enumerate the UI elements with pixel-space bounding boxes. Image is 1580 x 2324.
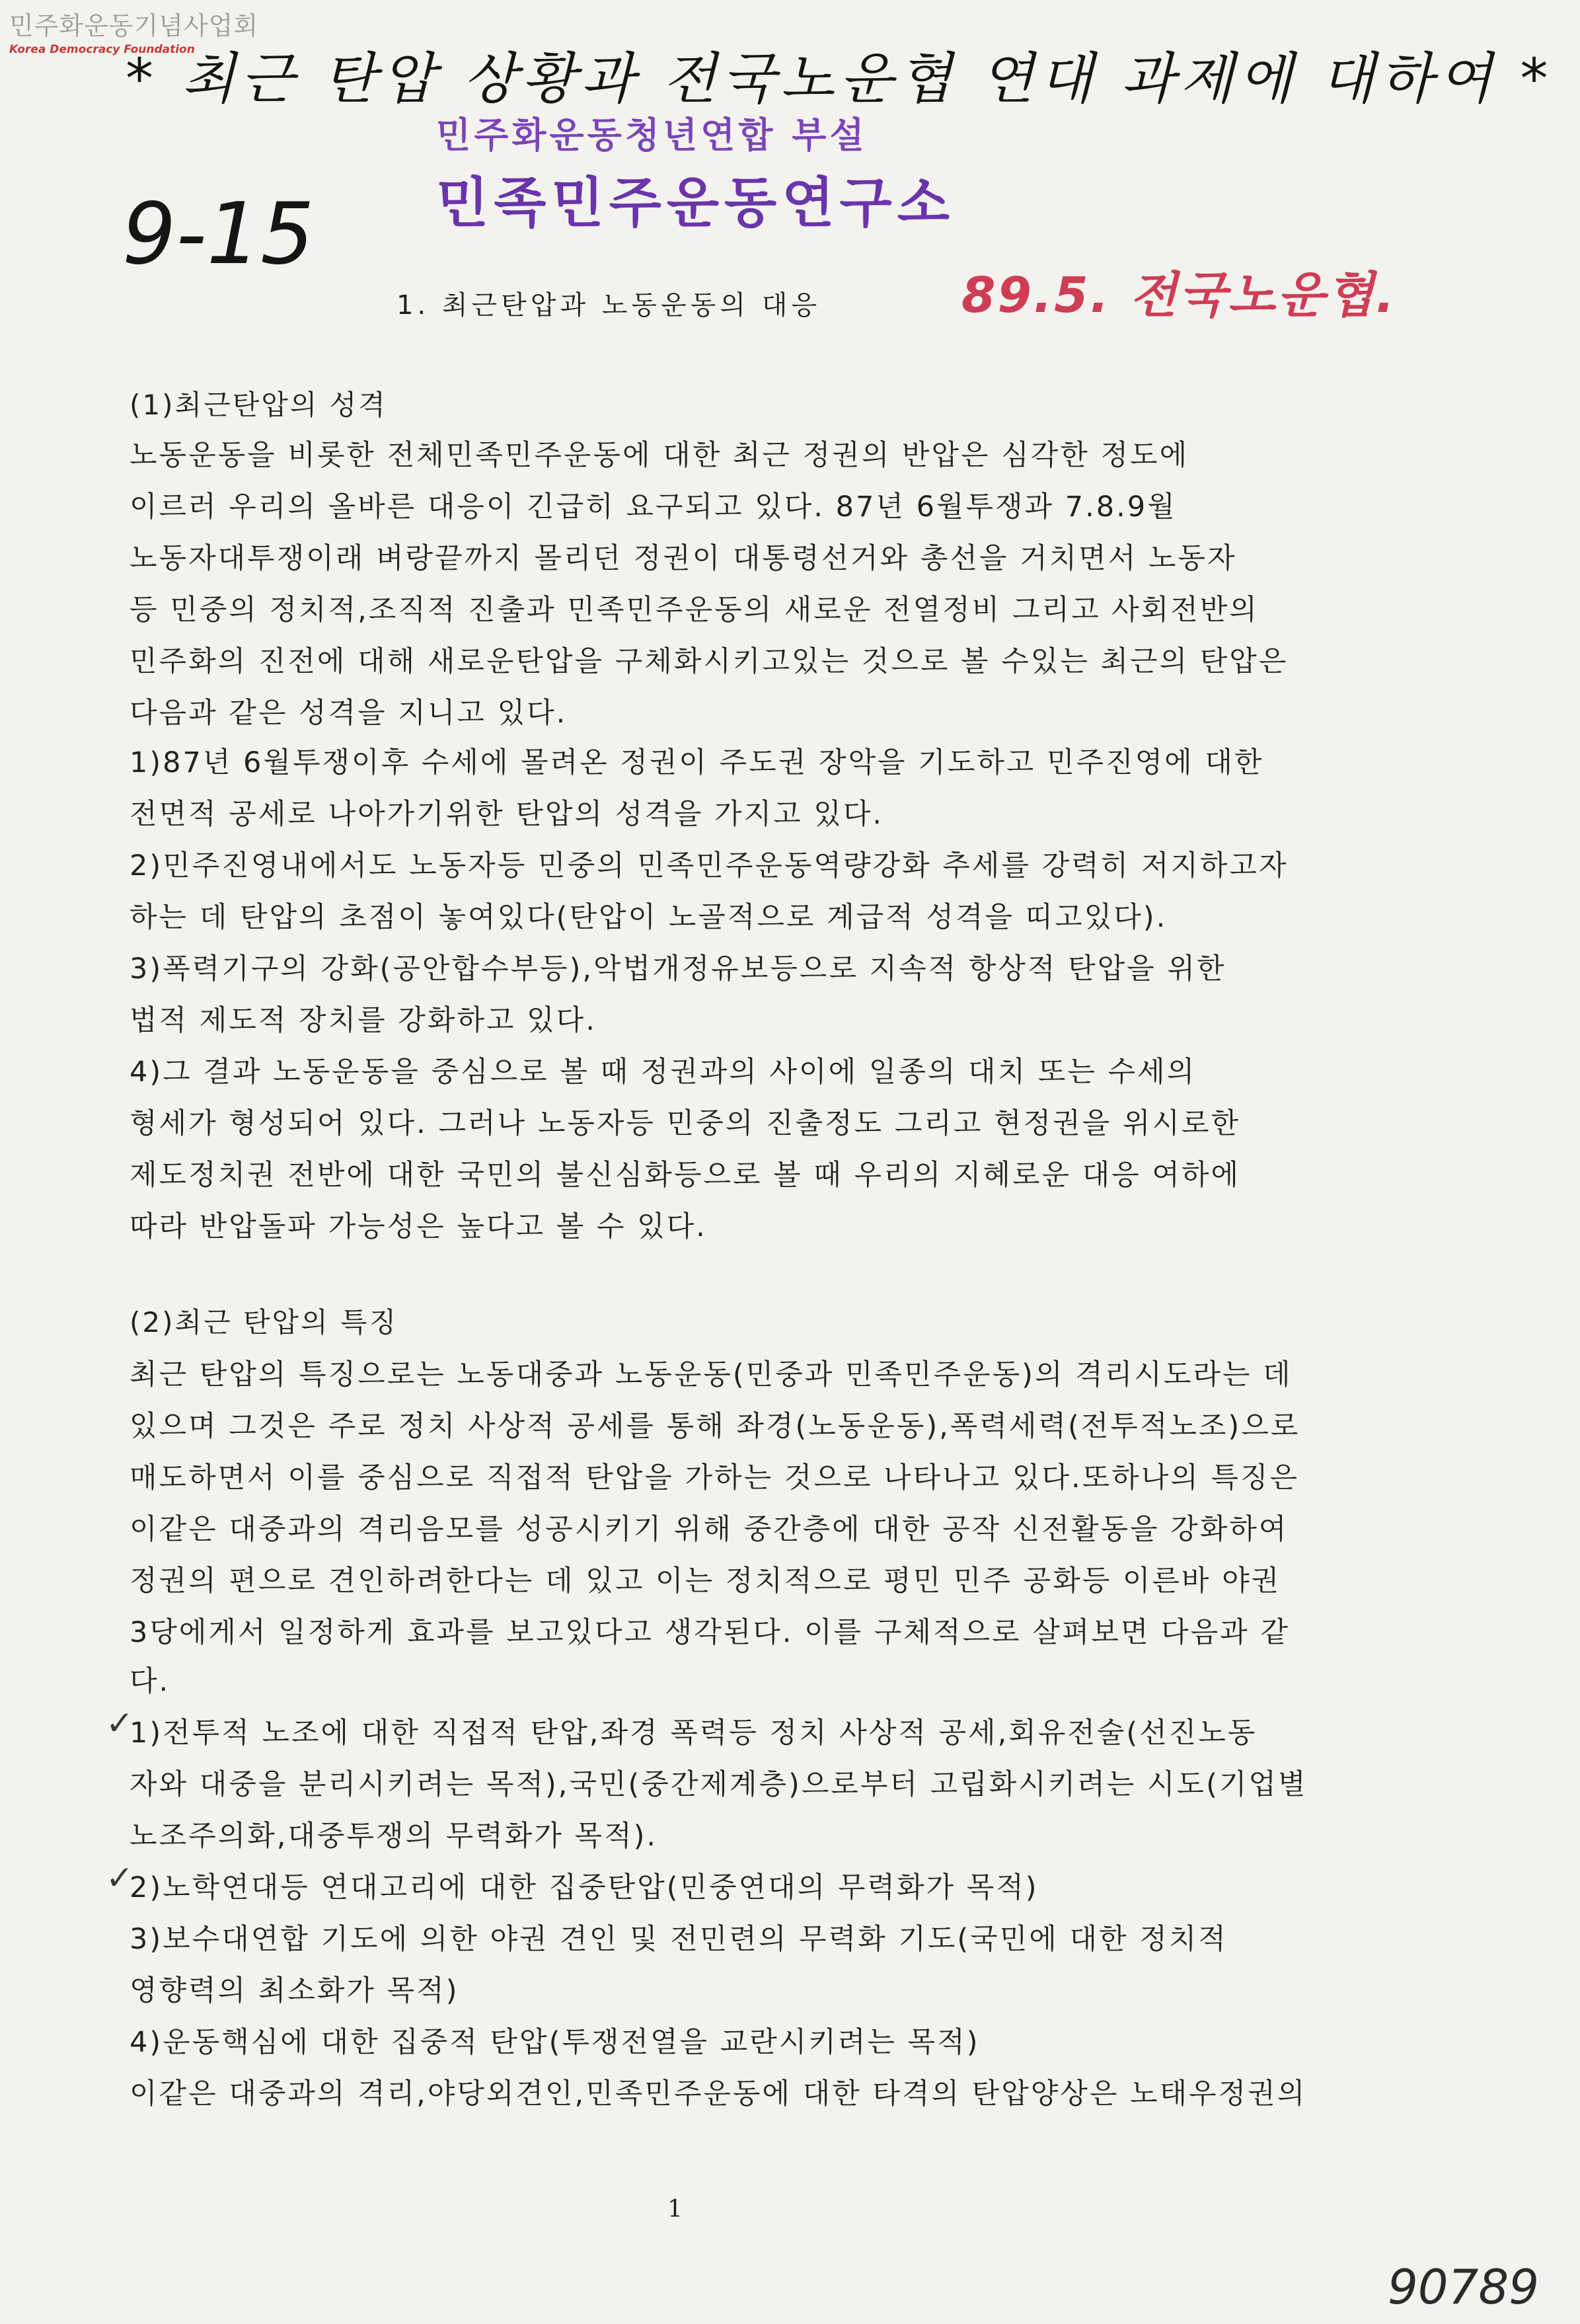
check-mark-icon: ✓ [106,1704,133,1742]
body-line: 등 민중의 정치적,조직적 진출과 민족민주운동의 새로운 전열정비 그리고 사회전반의 [130,594,1259,627]
body-line: 노조주의화,대중투쟁의 무력화가 목적). [130,1820,658,1853]
body-line: 1)전투적 노조에 대한 직접적 탄압,좌경 폭력등 정치 사상적 공세,회유전술(선진노동 [130,1717,1258,1750]
body-line: 노동운동을 비롯한 전체민족민주운동에 대한 최근 정권의 반압은 심각한 정도에 [130,439,1189,472]
body-line: 4)그 결과 노동운동을 중심으로 볼 때 정권과의 사이에 일종의 대치 또는 수세의 [130,1056,1197,1089]
section-title: 1. 최근탄압과 노동운동의 대응 [396,290,821,321]
subsection-heading: (1)최근탄압의 성격 [130,389,387,421]
handwritten-document-number: 9-15 [122,185,315,284]
stamp-institute-name: 민족민주운동연구소 [436,172,955,235]
body-line: 제도정치권 전반에 대한 국민의 불신심화등으로 볼 때 우리의 지혜로운 대응 여하에 [130,1159,1240,1192]
body-line: 정권의 편으로 견인하려한다는 데 있고 이는 정치적으로 평민 민주 공화등 이른바 야권 [130,1565,1281,1598]
handwritten-archive-number: 90789 [1388,2259,1540,2315]
body-line: 3)폭력기구의 강화(공안합수부등),악법개정유보등으로 지속적 항상적 탄압을 위한 [130,952,1226,986]
body-line: 이같은 대중과의 격리,야당외견인,민족민주운동에 대한 타격의 탄압양상은 노태우정권의 [130,2077,1307,2111]
page-number: 1 [667,2196,683,2223]
body-line: 있으며 그것은 주로 정치 사상적 공세를 통해 좌경(노동운동),폭력세력(전투적노조)으로 [130,1410,1300,1443]
body-line: 3)보수대연합 기도에 의한 야권 견인 및 전민련의 무력화 기도(국민에 대한 정치적 [130,1923,1228,1956]
body-line: 2)민주진영내에서도 노동자등 민중의 민족민주운동역량강화 추세를 강력히 저지하고자 [130,849,1289,882]
body-line: 이르러 우리의 올바른 대응이 긴급히 요구되고 있다. 87년 6월투쟁과 7.8.9월 [130,490,1177,523]
body-line: 민주화의 진전에 대해 새로운탄압을 구체화시키고있는 것으로 볼 수있는 최근의 탄압은 [130,645,1289,678]
body-line: 최근 탄압의 특징으로는 노동대중과 노동운동(민중과 민족민주운동)의 격리시도라는 데 [130,1358,1293,1391]
body-line: 노동자대투쟁이래 벼랑끝까지 몰리던 정권이 대통령선거와 총선을 거치면서 노동자 [130,542,1237,575]
check-mark-icon: ✓ [106,1859,133,1897]
body-line: 영향력의 최소화가 목적) [130,1974,459,2007]
body-line: 4)운동핵심에 대한 집중적 탄압(투쟁전열을 교란시키려는 목적) [130,2026,980,2059]
handwritten-title: * 최근 탄압 상황과 전국노운협 연대 과제에 대하여 * [126,46,1554,111]
body-line: 다음과 같은 성격을 지니고 있다. [130,697,568,730]
body-line: 1)87년 6월투쟁이후 수세에 몰려온 정권이 주도권 장악을 기도하고 민주진영에 대한 [130,746,1264,779]
subsection-heading: (2)최근 탄압의 특징 [130,1306,398,1338]
body-line: 하는 데 탄압의 초점이 놓여있다(탄압이 노골적으로 계급적 성격을 띠고있다). [130,901,1168,934]
body-line: 3당에게서 일정하게 효과를 보고있다고 생각된다. 이를 구체적으로 살펴보면 다음과 같 [130,1616,1290,1649]
body-line: 2)노학연대등 연대고리에 대한 집중탄압(민중연대의 무력화가 목적) [130,1871,1039,1904]
body-line: 자와 대중을 분리시키려는 목적),국민(중간제계층)으로부터 고립화시키려는 시도(기업별 [130,1768,1308,1801]
body-line: 따라 반압돌파 가능성은 높다고 볼 수 있다. [130,1210,707,1243]
body-line: 전면적 공세로 나아가기위한 탄압의 성격을 가지고 있다. [130,798,884,831]
body-line: 형세가 형성되어 있다. 그러나 노동자등 민중의 진출정도 그리고 현정권을 위시로한 [130,1107,1240,1140]
body-line: 법적 제도적 장치를 강화하고 있다. [130,1004,597,1037]
body-line: 매도하면서 이를 중심으로 직접적 탄압을 가하는 것으로 나타나고 있다.또하나의 특징은 [130,1461,1300,1494]
body-line: 다. [130,1665,170,1698]
body-line: 이같은 대중과의 격리음모를 성공시키기 위해 중간층에 대한 공작 신전활동을 강화하여 [130,1513,1289,1546]
watermark-english: Korea Democracy Foundation [9,43,195,56]
watermark-korean: 민주화운동기념사업회 [9,11,259,40]
handwritten-date-note: 89.5. 전국노운협. [961,267,1396,324]
stamp-affiliation: 민주화운동청년연합 부설 [436,114,868,156]
